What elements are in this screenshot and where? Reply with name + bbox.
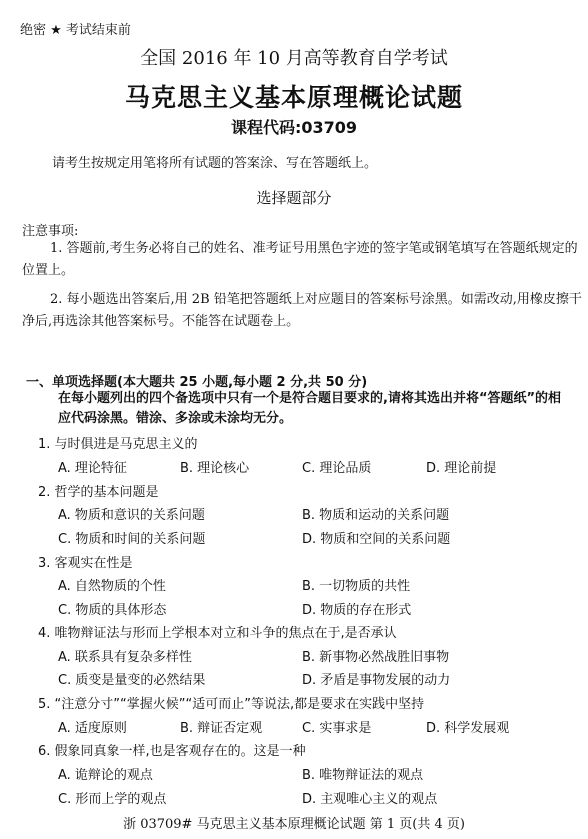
question-option: A. 联系具有复杂多样性 [58, 650, 192, 665]
question-option: D. 物质的存在形式 [302, 603, 412, 618]
question-option: B. 理论核心 [180, 461, 250, 476]
paper-title: 马克思主义基本原理概论试题 [124, 83, 463, 112]
question-stem: 6. 假象同真象一样,也是客观存在的。这是一种 [38, 744, 306, 759]
question-option: D. 矛盾是事物发展的动力 [302, 673, 451, 688]
question-option: B. 一切物质的共性 [302, 579, 411, 594]
question-option: A. 理论特征 [58, 461, 127, 476]
question-stem: 5. “注意分寸”“掌握火候”“适可而止”等说法,都是要求在实践中坚持 [38, 697, 425, 712]
question-option: C. 物质的具体形态 [58, 603, 167, 618]
page-footer: 浙 03709# 马克思主义基本原理概论试题 第 1 页(共 4 页) [123, 817, 465, 832]
question-option: D. 物质和空间的关系问题 [302, 532, 451, 547]
part-heading: 选择题部分 [256, 189, 332, 207]
question-option: A. 物质和意识的关系问题 [58, 508, 205, 523]
note-item: 2. 每小题选出答案后,用 2B 铅笔把答题纸上对应题目的答案标号涂黑。如需改动,用橡皮擦干净后,再选涂其他答案标号。不能答在试题卷上。 [22, 292, 582, 329]
question-option: A. 自然物质的个性 [58, 579, 166, 594]
question-option: D. 主观唯心主义的观点 [302, 792, 438, 807]
question-option: B. 唯物辩证法的观点 [302, 768, 424, 783]
course-code: 课程代码:03709 [230, 118, 358, 137]
question-option: B. 新事物必然战胜旧事物 [302, 650, 450, 665]
question-option: C. 实事求是 [302, 721, 372, 736]
question-option: B. 辩证否定观 [180, 721, 263, 736]
notes-title: 注意事项: [22, 224, 79, 239]
question-stem: 2. 哲学的基本问题是 [38, 485, 159, 500]
question-option: C. 物质和时间的关系问题 [58, 532, 206, 547]
question-option: D. 科学发展观 [426, 721, 510, 736]
question-stem: 4. 唯物辩证法与形而上学根本对立和斗争的焦点在于,是否承认 [38, 626, 397, 641]
general-instruction: 请考生按规定用笔将所有试题的答案涂、写在答题纸上。 [52, 156, 378, 171]
note-item: 1. 答题前,考生务必将自己的姓名、准考证号用黑色字迹的签字笔或钢笔填写在答题纸规定的位置上。 [22, 241, 578, 278]
question-option: A. 诡辩论的观点 [58, 768, 153, 783]
question-stem: 1. 与时俱进是马克思主义的 [38, 437, 198, 452]
question-option: C. 质变是量变的必然结果 [58, 673, 206, 688]
question-option: C. 理论品质 [302, 461, 372, 476]
confidential-label: 绝密 ★ 考试结束前 [20, 23, 131, 38]
question-option: C. 形而上学的观点 [58, 792, 167, 807]
question-option: D. 理论前提 [426, 461, 497, 476]
section-description: 在每小题列出的四个备选项中只有一个是符合题目要求的,请将其选出并将“答题纸”的相应代码涂黑。错涂、多涂或未涂均无分。 [58, 391, 562, 426]
question-option: A. 适度原则 [58, 721, 127, 736]
section-title: 一、单项选择题(本大题共 25 小题,每小题 2 分,共 50 分) [26, 375, 368, 390]
question-option: B. 物质和运动的关系问题 [302, 508, 450, 523]
exam-session-line: 全国 2016 年 10 月高等教育自学考试 [140, 48, 448, 69]
question-stem: 3. 客观实在性是 [38, 556, 133, 571]
